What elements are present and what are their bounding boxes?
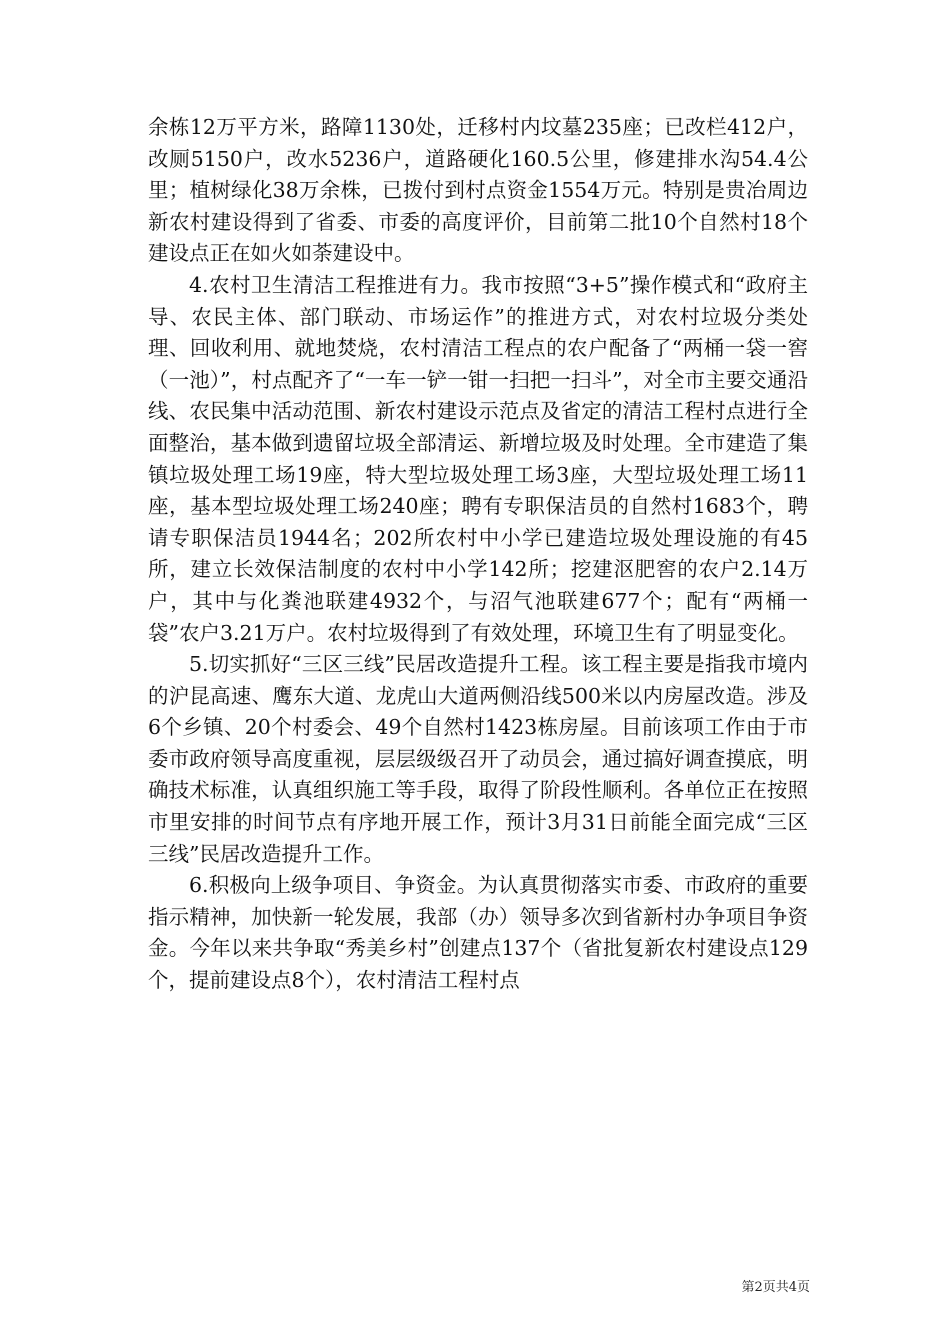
page-number-footer: 第2页共4页	[741, 1280, 810, 1295]
document-body	[148, 112, 808, 997]
paragraph-housing-renovation: 5.切实抓好“三区三线”民居改造提升工程。该工程主要是指我市境内的沪昆高速、鹰东大道、龙虎山大道两侧沿线500米以内房屋改造。涉及6个乡镇、20个村委会、49个自然村1423栋房屋。目前该项工作由于市委市政府领导高度重视，层层级级召开了动员会，通过搞好调查摸底，明确技术标准，认真组织施工等手段，取得了阶段性顺利。各单位正在按照市里安排的时间节点有序地开展工作，预计3月31日前能全面完成“三区三线”民居改造提升工作。	[148, 652, 808, 866]
paragraph-continuation: 余栋12万平方米，路障1130处，迁移村内坟墓235座；已改栏412户，改厕5150户，改水5236户，道路硬化160.5公里，修建排水沟54.4公里；植树绿化38万余株，已拨付到村点资金1554万元。特别是贵冶周边新农村建设得到了省委、市委的高度评价，目前第二批10个自然村18个建设点正在如火如荼建设中。	[148, 115, 808, 266]
paragraph-sanitation-project: 4.农村卫生清洁工程推进有力。我市按照“3+5”操作模式和“政府主导、农民主体、部门联动、市场运作”的推进方式，对农村垃圾分类处理、回收利用、就地焚烧，农村清洁工程点的农户配备了“两桶一袋一窖（一池）”，村点配齐了“一车一铲一钳一扫把一扫斗”，对全市主要交通沿线、农民集中活动范围、新农村建设示范点及省定的清洁工程村点进行全面整治，基本做到遗留垃圾全部清运、新增垃圾及时处理。全市建造了集镇垃圾处理工场19座，特大型垃圾处理工场3座，大型垃圾处理工场11座，基本型垃圾处理工场240座；聘有专职保洁员的自然村1683个，聘请专职保洁员1944名；202所农村中小学已建造垃圾处理设施的有45所，建立长效保洁制度的农村中小学142所；挖建沤肥窖的农户2.14万户，其中与化粪池联建4932个，与沼气池联建677个；配有“两桶一袋”农户3.21万户。农村垃圾得到了有效处理，环境卫生有了明显变化。	[148, 272, 808, 645]
paragraph-funding-projects: 6.积极向上级争项目、争资金。为认真贯彻落实市委、市政府的重要指示精神，加快新一轮发展，我部（办）领导多次到省新村办争项目争资金。今年以来共争取“秀美乡村”创建点137个（省批复新农村建设点129个，提前建设点8个），农村清洁工程村点	[148, 873, 808, 993]
